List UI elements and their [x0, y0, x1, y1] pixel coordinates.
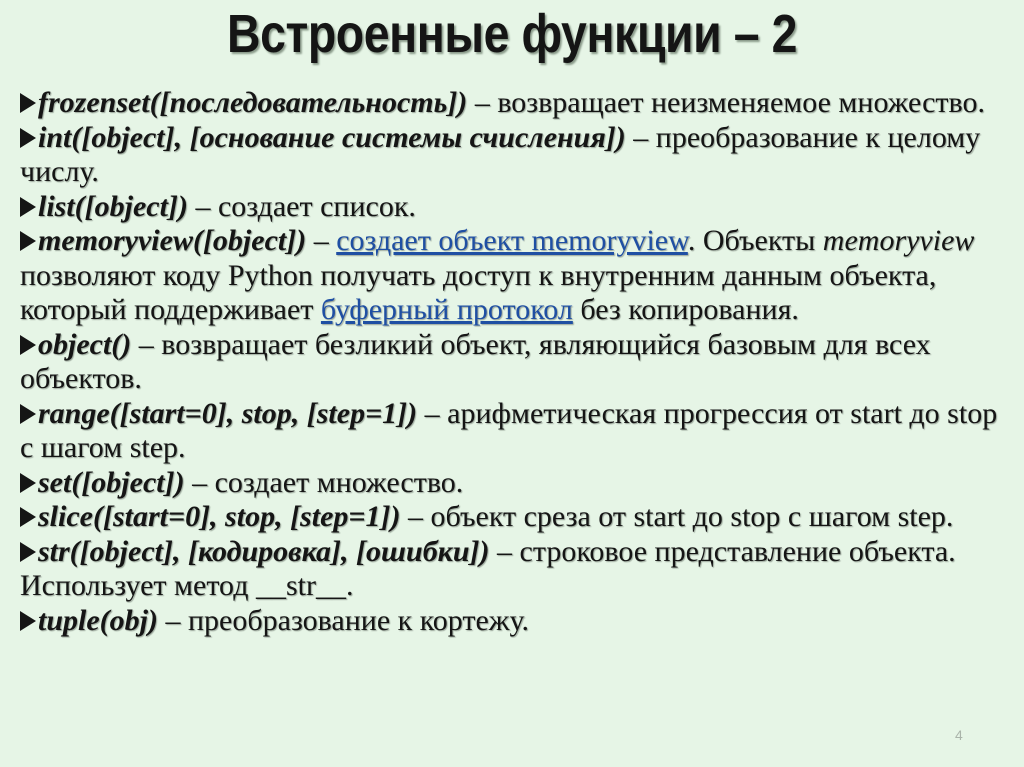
memoryview-link[interactable]: создает объект memoryview: [336, 224, 688, 257]
arrow-bullet-icon: [20, 611, 36, 631]
function-description: – создает множество.: [184, 465, 464, 499]
list-item: [20, 328, 1010, 397]
function-description: – арифметическая прогрессия от start до stop с шагом step.: [20, 396, 998, 464]
slide-title: Встроенные функции – 2: [227, 4, 797, 64]
arrow-bullet-icon: [20, 542, 36, 562]
list-item: [20, 604, 1010, 639]
function-signature: object(): [38, 327, 132, 361]
function-description: – возвращает безликий объект, являющийся базовым для всех объектов.: [20, 327, 931, 395]
arrow-bullet-icon: [20, 93, 36, 113]
function-description: – объект среза от start до stop с шагом step.: [400, 500, 954, 533]
function-description: без копирования.: [572, 293, 799, 326]
list-item: [20, 397, 1010, 466]
arrow-bullet-icon: [20, 335, 36, 355]
list-item: [20, 500, 1010, 535]
function-description: –: [306, 224, 337, 257]
buffer-protocol-link[interactable]: буферный протокол: [320, 293, 573, 326]
page-number: 4: [955, 727, 963, 743]
function-description: – преобразование к целому числу.: [20, 120, 981, 188]
function-signature: slice([start=0], stop, [step=1]): [38, 500, 401, 533]
function-signature: set([object]): [38, 465, 185, 499]
arrow-bullet-icon: [20, 404, 36, 424]
function-signature: frozenset([последовательность]): [38, 86, 468, 119]
list-item: [20, 86, 1010, 121]
function-list: [20, 86, 1010, 638]
function-description: . Объекты: [687, 224, 823, 257]
function-description: позволяют коду Python получать доступ к внутренним данным объекта, который поддерживает: [20, 258, 937, 326]
emphasis-text: memoryview: [822, 224, 975, 257]
function-signature: memoryview([object]): [38, 224, 307, 257]
function-description: – возвращает неизменяемое множество.: [467, 86, 986, 119]
list-item: [20, 224, 1010, 328]
function-signature: range([start=0], stop, [step=1]): [38, 396, 418, 430]
function-signature: int([object], [основание системы счисления]): [38, 120, 626, 154]
function-signature: tuple(obj): [38, 603, 158, 637]
function-description: – создает список.: [187, 189, 416, 223]
arrow-bullet-icon: [20, 507, 36, 527]
list-item: [20, 535, 1010, 604]
arrow-bullet-icon: [20, 128, 36, 148]
function-description: – преобразование к кортежу.: [158, 603, 530, 637]
function-description: – строковое представление объекта. Использует метод __str__.: [20, 534, 956, 602]
arrow-bullet-icon: [20, 197, 36, 217]
arrow-bullet-icon: [20, 231, 36, 251]
list-item: [20, 466, 1010, 501]
function-signature: str([object], [кодировка], [ошибки]): [38, 534, 490, 568]
list-item: [20, 190, 1010, 225]
list-item: [20, 121, 1010, 190]
function-signature: list([object]): [38, 189, 188, 223]
arrow-bullet-icon: [20, 473, 36, 493]
